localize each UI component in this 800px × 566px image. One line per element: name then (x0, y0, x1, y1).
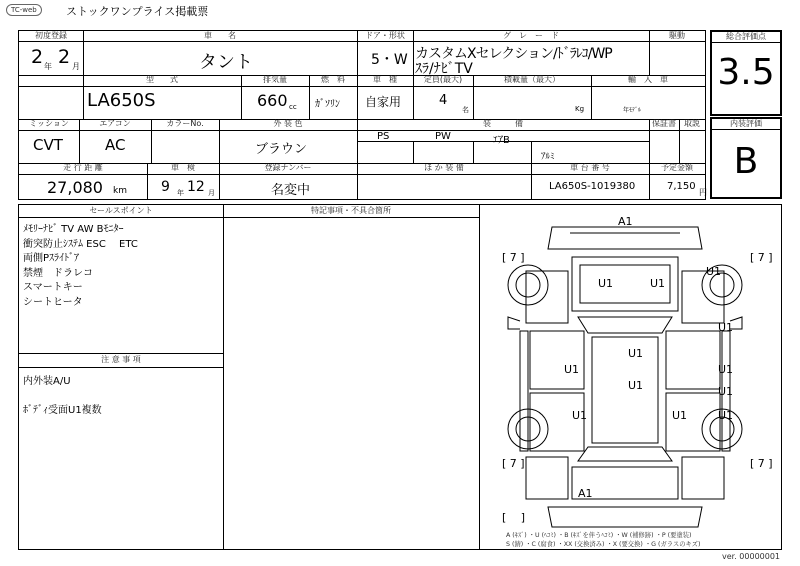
car-name-header: 車 名 (204, 31, 236, 40)
load-unit: Kg (575, 105, 585, 113)
other-equip-header: ほ か 装 備 (424, 163, 464, 172)
list-item: スマートキー (23, 282, 83, 293)
interior-score-header: 内装評価 (712, 119, 780, 130)
inspection-year: 9 (161, 179, 170, 195)
damage-mark: U1 (718, 363, 734, 376)
bracket-label: [ 7 ] (750, 251, 773, 264)
price-header: 予定金額 (661, 163, 693, 172)
list-item: シートヒータ (23, 296, 83, 308)
caution-header: 注 意 事 項 (101, 355, 141, 364)
damage-mark: A1 (578, 487, 593, 500)
list-item: ﾒﾓﾘｰﾅﾋﾞ TV AW Bﾓﾆﾀｰ (23, 224, 124, 235)
bracket-label: [ 7 ] (750, 457, 773, 470)
manual-header: 取説 (684, 119, 700, 128)
damage-mark: A1 (618, 215, 633, 228)
first-reg-header: 初度登録 (35, 31, 67, 40)
fuel-header: 燃 料 (321, 75, 345, 84)
page-title: ストックワンプライス掲載票 (66, 5, 209, 18)
site-logo: TC-web (6, 4, 42, 16)
damage-mark: U1 (628, 379, 644, 392)
price-unit: 円 (699, 188, 707, 197)
reg-number-header: 登録ナンバー (264, 163, 312, 172)
capacity: 4 (439, 93, 448, 108)
car-type: 自家用 (365, 95, 402, 109)
aircon-header: エアコン (99, 119, 131, 128)
grade-header: グ レ ー ド (503, 31, 559, 40)
import-header: 輸 入 車 (628, 75, 668, 84)
drive-header: 駆動 (669, 31, 685, 40)
damage-mark: U1 (564, 363, 580, 376)
damage-mark: U1 (718, 321, 734, 334)
list-item: 禁煙 ドラレコ (23, 267, 93, 279)
bracket-label: [ 7 ] (502, 251, 525, 264)
displacement-unit: cc (289, 103, 297, 111)
equipment-header: 装 備 (483, 119, 523, 128)
equip-ps: PS (377, 131, 390, 142)
legend-line-2: S (錆) ・C (腐食) ・XX (交換済み) ・X (要交換) ・G (ガラスのキズ) (506, 541, 701, 548)
overall-score: 3.5 (717, 52, 775, 93)
inspection-month-unit: 月 (208, 189, 215, 197)
door-shape-header: ドア・形状 (365, 31, 405, 40)
equip-alumi: ｱﾙﾐ (541, 152, 555, 162)
chassis-header: 車 台 番 号 (570, 163, 610, 172)
equip-pw: PW (435, 131, 451, 142)
bottom-section (18, 204, 782, 550)
color-no-header: カラーNo. (166, 119, 204, 128)
mileage-unit: km (113, 186, 127, 196)
legend-line-1: A (ｷｽﾞ) ・U (ﾍｺﾐ) ・B (ｷｽﾞを伴うﾍｺﾐ) ・W (補修跡) ・P (要塗装) (506, 532, 692, 539)
mission-header: ミッション (29, 119, 69, 128)
car-name: タント (199, 52, 253, 73)
sales-points-list (23, 223, 219, 310)
first-reg-year-unit: 年 (44, 62, 52, 71)
capacity-unit: 名 (462, 106, 469, 114)
damage-mark: U1 (672, 409, 688, 422)
chassis-number: LA650S-1019380 (549, 181, 636, 192)
import-model-year: 年ﾓﾃﾞﾙ (623, 107, 642, 114)
equip-airbag: ｴｱB (493, 135, 510, 146)
aircon: AC (105, 136, 126, 154)
list-item (23, 390, 219, 405)
mileage-header: 走 行 距 離 (63, 163, 103, 172)
reg-number: 名変中 (271, 183, 311, 198)
spec-table (18, 30, 706, 200)
mileage: 27,080 (47, 178, 103, 197)
ext-color: ブラウン (255, 142, 308, 157)
model-code: LA650S (87, 90, 156, 111)
inspection-month: 12 (187, 179, 205, 195)
overall-score-box (710, 30, 782, 116)
grade-line-1: カスタムXセレクション/ﾄﾞﾗﾚｺ/WP (415, 46, 612, 62)
interior-score-box (710, 117, 782, 199)
list-item: 内外装A/U (23, 376, 71, 387)
inspection-header: 車 検 (171, 163, 195, 172)
bracket-label: [ ] (502, 511, 526, 524)
mission: CVT (33, 136, 63, 154)
first-reg-month-unit: 月 (72, 62, 80, 71)
first-reg-year: 2 (31, 46, 44, 68)
damage-mark: U1 (598, 277, 614, 290)
door-shape: 5・W (371, 52, 408, 68)
list-item: 両側Pｽﾗｲﾄﾞｱ (23, 253, 80, 264)
interior-score: B (733, 141, 759, 182)
grade-line-2: ｽﾗ/ﾅﾋﾞTV (415, 61, 473, 77)
ext-color-header: 外 装 色 (273, 119, 303, 128)
warranty-header: 保証書 (652, 119, 676, 128)
list-item: ﾎﾞﾃﾞｨ受面U1複数 (23, 405, 102, 416)
load-header: 積載量（最大） (504, 75, 560, 84)
special-notes-header: 特記事項・不具合箇所 (311, 206, 391, 215)
car-type-header: 車 種 (373, 75, 397, 84)
bracket-label: [ 7 ] (502, 457, 525, 470)
list-item: 衝突防止ｼｽﾃﾑ ESC ETC (23, 238, 138, 250)
capacity-header: 定員(最大) (423, 75, 463, 84)
damage-mark: U1 (718, 409, 734, 422)
inspection-year-unit: 年 (177, 189, 184, 197)
displacement: 660 (257, 91, 288, 110)
damage-mark: U1 (718, 385, 734, 398)
damage-mark: U1 (628, 347, 644, 360)
fuel-value: ｶﾞｿﾘﾝ (315, 99, 340, 110)
model-header: 型 式 (146, 75, 178, 84)
damage-mark: U1 (706, 265, 722, 278)
version-label: ver. 00000001 (722, 552, 781, 561)
first-reg-month: 2 (58, 46, 71, 68)
damage-mark: U1 (650, 277, 666, 290)
displacement-header: 排気量 (263, 75, 287, 84)
sales-points-header: セールスポイント (89, 206, 153, 215)
caution-list (23, 375, 219, 419)
damage-mark: U1 (572, 409, 588, 422)
planned-price: 7,150 (667, 181, 696, 192)
damage-diagram (480, 205, 782, 549)
overall-score-header: 総合評価点 (712, 32, 780, 43)
